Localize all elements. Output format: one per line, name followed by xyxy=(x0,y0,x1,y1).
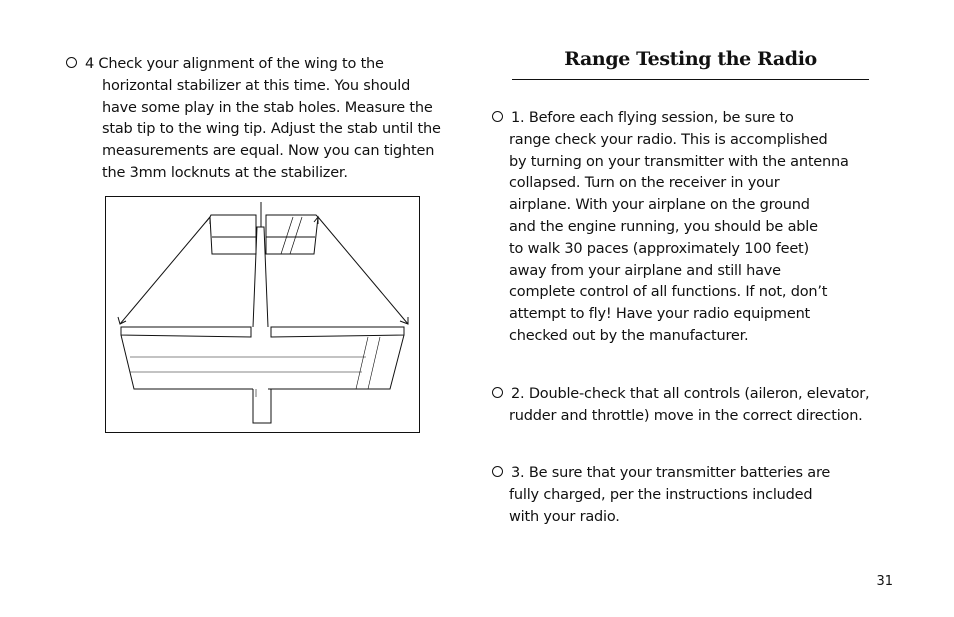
step-1-line: 1. Before each flying session, be sure to xyxy=(492,108,849,130)
step-4 xyxy=(66,54,441,185)
step-3 xyxy=(492,463,830,528)
step-3-line: 3. Be sure that your transmitter batteries are xyxy=(492,463,830,485)
step-1-line: to walk 30 paces (approximately 100 feet) xyxy=(509,240,809,257)
step-1 xyxy=(492,108,849,348)
checkbox-icon xyxy=(66,57,77,68)
page-number: 31 xyxy=(876,574,893,589)
step-4-line: stab tip to the wing tip. Adjust the stab until the xyxy=(102,121,441,138)
step-1-line: complete control of all functions. If not, don’t xyxy=(509,284,828,301)
step-4-line: 4 Check your alignment of the wing to the xyxy=(66,54,441,76)
checkbox-icon xyxy=(492,111,503,122)
step-3-line: fully charged, per the instructions included xyxy=(509,486,813,503)
heading-divider xyxy=(512,79,869,80)
step-2 xyxy=(492,384,869,428)
step-4-line: have some play in the stab holes. Measure the xyxy=(102,99,433,116)
step-2-line: rudder and throttle) move in the correct direction. xyxy=(509,407,863,424)
step-1-line: away from your airplane and still have xyxy=(509,262,781,279)
step-1-line: checked out by the manufacturer. xyxy=(509,327,749,344)
step-1-line: attempt to fly! Have your radio equipment xyxy=(509,306,811,323)
step-1-line: range check your radio. This is accomplished xyxy=(509,131,828,148)
checkbox-icon xyxy=(492,387,503,398)
checkbox-icon xyxy=(492,466,503,477)
wing-stabilizer-alignment-diagram-icon xyxy=(106,197,419,432)
step-2-line: 2. Double-check that all controls (aileron, elevator, xyxy=(492,384,869,406)
step-1-line: airplane. With your airplane on the ground xyxy=(509,197,810,214)
step-3-line: with your radio. xyxy=(509,508,620,525)
step-1-line: collapsed. Turn on the receiver in your xyxy=(509,175,780,192)
alignment-figure xyxy=(105,196,420,433)
step-4-line: measurements are equal. Now you can tighten xyxy=(102,143,435,160)
step-1-line: by turning on your transmitter with the antenna xyxy=(509,153,849,170)
step-4-line: horizontal stabilizer at this time. You should xyxy=(102,77,411,94)
step-4-line: the 3mm locknuts at the stabilizer. xyxy=(102,164,348,181)
step-1-line: and the engine running, you should be able xyxy=(509,218,818,235)
page-title: Range Testing the Radio xyxy=(564,48,817,70)
